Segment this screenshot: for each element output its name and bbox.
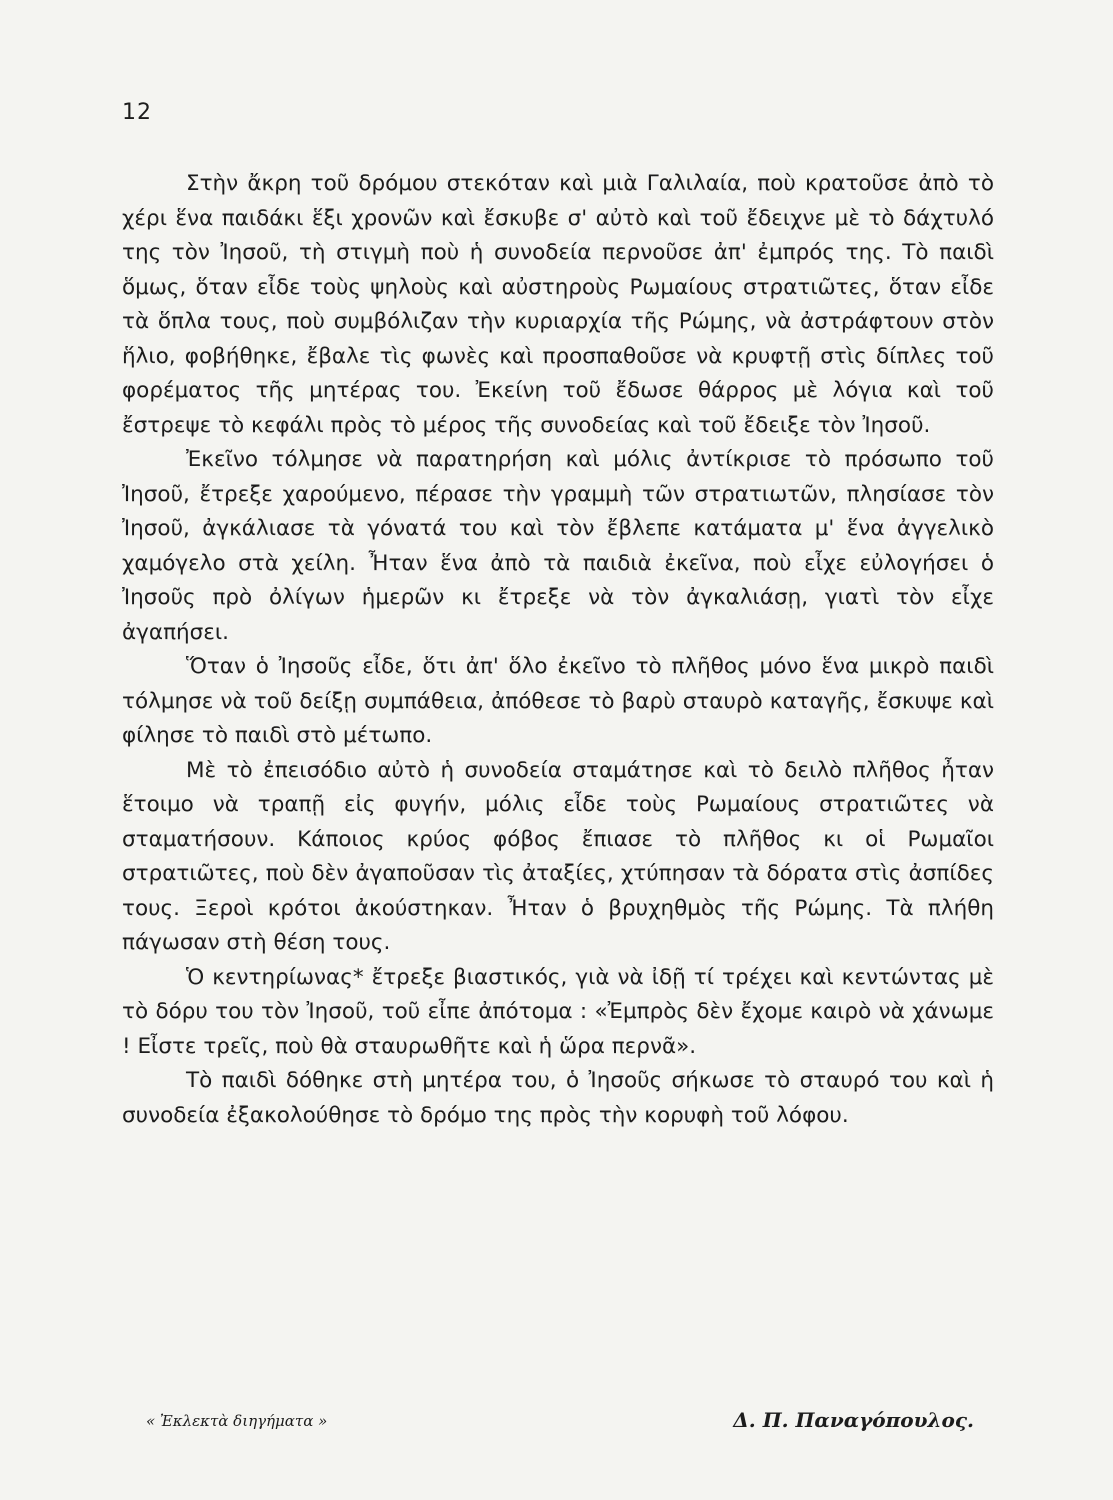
paragraph: Στὴν ἄκρη τοῦ δρόμου στεκόταν καὶ μιὰ Γαλιλαία, ποὺ κρατοῦσε ἀπὸ τὸ χέρι ἕνα παιδάκι ἕξι χρονῶν καὶ ἔσκυβε σ' αὐτὸ καὶ τοῦ ἔδειχνε μὲ τὸ δάχτυλό της τὸν Ἰησοῦ, τὴ στιγμὴ ποὺ ἡ συνοδεία περνοῦσε ἀπ' ἐμπρός της. Τὸ παιδὶ ὅμως, ὅταν εἶδε τοὺς ψηλοὺς καὶ αὐστηροὺς Ρωμαίους στρατιῶτες, ὅταν εἶδε τὰ ὅπλα τους, ποὺ συμβόλιζαν τὴν κυριαρχία τῆς Ρώμης, νὰ ἀστράφτουν στὸν ἥλιο, φοβήθηκε, ἔβαλε τὶς φωνὲς καὶ προσπαθοῦσε νὰ κρυφτῇ στὶς δίπλες τοῦ φορέματος τῆς μητέρας του. Ἐκείνη τοῦ ἔδωσε θάρρος μὲ λόγια καὶ τοῦ ἔστρεψε τὸ κεφάλι πρὸς τὸ μέρος τῆς συνοδείας καὶ τοῦ ἔδειξε τὸν Ἰησοῦ. <box>122 171 994 438</box>
paragraph: Ἐκεῖνο τόλμησε νὰ παρατηρήση καὶ μόλις ἀντίκρισε τὸ πρόσωπο τοῦ Ἰησοῦ, ἔτρεξε χαρούμενο, πέρασε τὴν γραμμὴ τῶν στρατιωτῶν, πλησίασε τὸν Ἰησοῦ, ἀγκάλιασε τὰ γόνατά του καὶ τὸν ἔβλεπε κατάματα μ' ἕνα ἀγγελικὸ χαμόγελο στὰ χείλη. Ἦταν ἕνα ἀπὸ τὰ παιδιὰ ἐκεῖνα, ποὺ εἶχε εὐλογήσει ὁ Ἰησοῦς πρὸ ὀλίγων ἡμερῶν κι ἔτρεξε νὰ τὸν ἀγκαλιάσῃ, γιατὶ τὸν εἶχε ἀγαπήσει. <box>122 447 994 645</box>
page-number: 12 <box>122 100 152 125</box>
paragraph: Ὅταν ὁ Ἰησοῦς εἶδε, ὅτι ἀπ' ὅλο ἐκεῖνο τὸ πλῆθος μόνο ἕνα μικρὸ παιδὶ τόλμησε νὰ τοῦ δείξῃ συμπάθεια, ἀπόθεσε τὸ βαρὺ σταυρὸ καταγῆς, ἔσκυψε καὶ φίλησε τὸ παιδὶ στὸ μέτωπο. <box>122 654 994 748</box>
story-text <box>122 167 994 1133</box>
paragraph: Ὁ κεντηρίωνας* ἔτρεξε βιαστικός, γιὰ νὰ ἰδῇ τί τρέχει καὶ κεντώντας μὲ τὸ δόρυ του τὸν Ἰησοῦ, τοῦ εἶπε ἀπότομα : «Ἐμπρὸς δὲν ἔχομε καιρὸ νὰ χάνωμε ! Εἶστε τρεῖς, ποὺ θὰ σταυρωθῆτε καὶ ἡ ὥρα περνᾶ». <box>122 964 994 1059</box>
author-signature: Δ. Π. Παναγόπουλος. <box>733 1408 974 1432</box>
source-citation: « Ἐκλεκτὰ διηγήματα » <box>146 1412 328 1430</box>
paragraph: Τὸ παιδὶ δόθηκε στὴ μητέρα του, ὁ Ἰησοῦς σήκωσε τὸ σταυρό του καὶ ἡ συνοδεία ἐξακολούθησε τὸ δρόμο της πρὸς τὴν κορυφὴ τοῦ λόφου. <box>122 1068 994 1128</box>
paragraph: Μὲ τὸ ἐπεισόδιο αὐτὸ ἡ συνοδεία σταμάτησε καὶ τὸ δειλὸ πλῆθος ἦταν ἕτοιμο νὰ τραπῇ εἰς φυγήν, μόλις εἶδε τοὺς Ρωμαίους στρατιῶτες νὰ σταματήσουν. Κάποιος κρύος φόβος ἔπιασε τὸ πλῆθος κι οἱ Ρωμαῖοι στρατιῶτες, ποὺ δὲν ἀγαποῦσαν τὶς ἀταξίες, χτύπησαν τὰ δόρατα στὶς ἀσπίδες τους. Ξεροὶ κρότοι ἀκούστηκαν. Ἦταν ὁ βρυχηθμὸς τῆς Ρώμης. Τὰ πλήθη πάγωσαν στὴ θέση τους. <box>122 757 994 955</box>
